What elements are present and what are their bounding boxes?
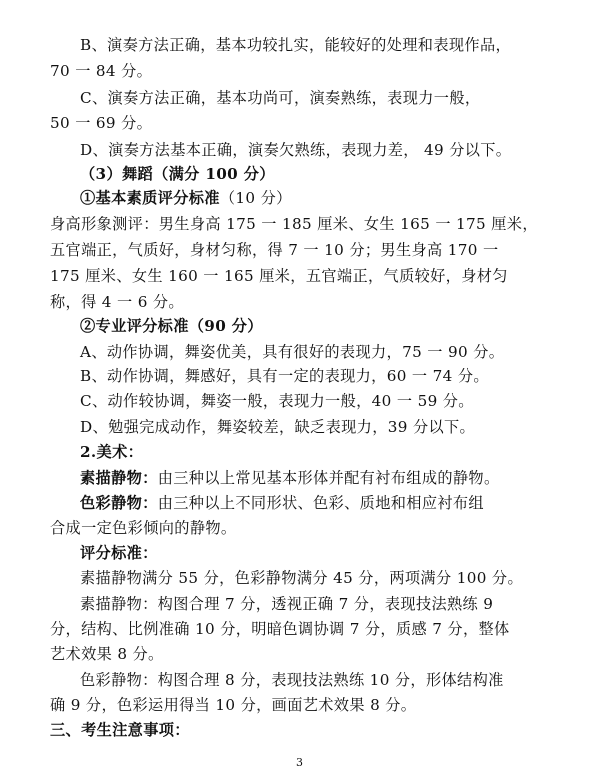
dance-basic-line4: 称，得 4 一 6 分。 xyxy=(50,293,184,311)
dance-basic-line2: 五官端正，气质好，身材匀称，得 7 一 10 分；男生身高 170 一 xyxy=(50,241,499,259)
art-criteria-heading: 评分标准： xyxy=(80,544,158,562)
dance-basic-line3: 175 厘米、女生 160 一 165 厘米，五官端正，气质较好，身材匀 xyxy=(50,267,508,285)
art-color-text-line2: 合成一定色彩倾向的静物。 xyxy=(50,519,237,537)
dance-basic-heading xyxy=(80,188,292,208)
art-sketch-criteria-line3: 艺术效果 8 分。 xyxy=(50,645,164,663)
art-color-line xyxy=(80,493,484,513)
dance-grade-d: D、勉强完成动作，舞姿较差，缺乏表现力，39 分以下。 xyxy=(80,418,476,436)
art-sketch-label: 素描静物： xyxy=(80,469,158,487)
music-grade-d: D、演奏方法基本正确，演奏欠熟练，表现力差， 49 分以下。 xyxy=(80,141,512,159)
dance-grade-a: A、动作协调，舞姿优美，具有很好的表现力，75 一 90 分。 xyxy=(80,343,505,361)
art-sketch-criteria-line1: 素描静物：构图合理 7 分，透视正确 7 分，表现技法熟练 9 xyxy=(80,595,494,613)
art-criteria-line1: 素描静物满分 55 分，色彩静物满分 45 分，两项满分 100 分。 xyxy=(80,569,523,587)
art-sketch-line xyxy=(80,468,500,488)
music-grade-b-line2: 70 一 84 分。 xyxy=(50,62,153,80)
dance-grade-c: C、动作较协调，舞姿一般，表现力一般，40 一 59 分。 xyxy=(80,392,474,410)
art-color-criteria-line1: 色彩静物：构图合理 8 分，表现技法熟练 10 分，形体结构准 xyxy=(80,671,504,689)
dance-grade-b: B、动作协调，舞感好，具有一定的表现力，60 一 74 分。 xyxy=(80,367,489,385)
art-color-text: 由三种以上不同形状、色彩、质地和相应衬布组 xyxy=(157,494,484,512)
dance-professional-heading: ②专业评分标准（90 分） xyxy=(80,317,263,335)
music-grade-b-line1: B、演奏方法正确，基本功较扎实，能较好的处理和表现作品， xyxy=(80,36,512,54)
art-sketch-criteria-line2: 分，结构、比例准确 10 分，明暗色调协调 7 分，质感 7 分，整体 xyxy=(50,620,510,638)
music-grade-c-line2: 50 一 69 分。 xyxy=(50,114,153,132)
dance-heading: （3）舞蹈（满分 100 分） xyxy=(80,165,275,183)
section3-heading: 三、考生注意事项： xyxy=(50,721,190,739)
dance-basic-heading-points: （10 分） xyxy=(219,189,292,207)
art-sketch-text: 由三种以上常见基本形体并配有衬布组成的静物。 xyxy=(157,469,500,487)
dance-basic-heading-label: ①基本素质评分标准 xyxy=(80,189,220,207)
page-number: 3 xyxy=(296,756,303,769)
art-color-criteria-line2: 确 9 分，色彩运用得当 10 分，画面艺术效果 8 分。 xyxy=(50,696,417,714)
music-grade-c-line1: C、演奏方法正确，基本功尚可，演奏熟练，表现力一般， xyxy=(80,89,481,107)
dance-basic-line1: 身高形象测评：男生身高 175 一 185 厘米、女生 165 一 175 厘米， xyxy=(50,215,538,233)
art-heading: 2.美术： xyxy=(80,443,144,461)
art-color-label: 色彩静物： xyxy=(80,494,158,512)
